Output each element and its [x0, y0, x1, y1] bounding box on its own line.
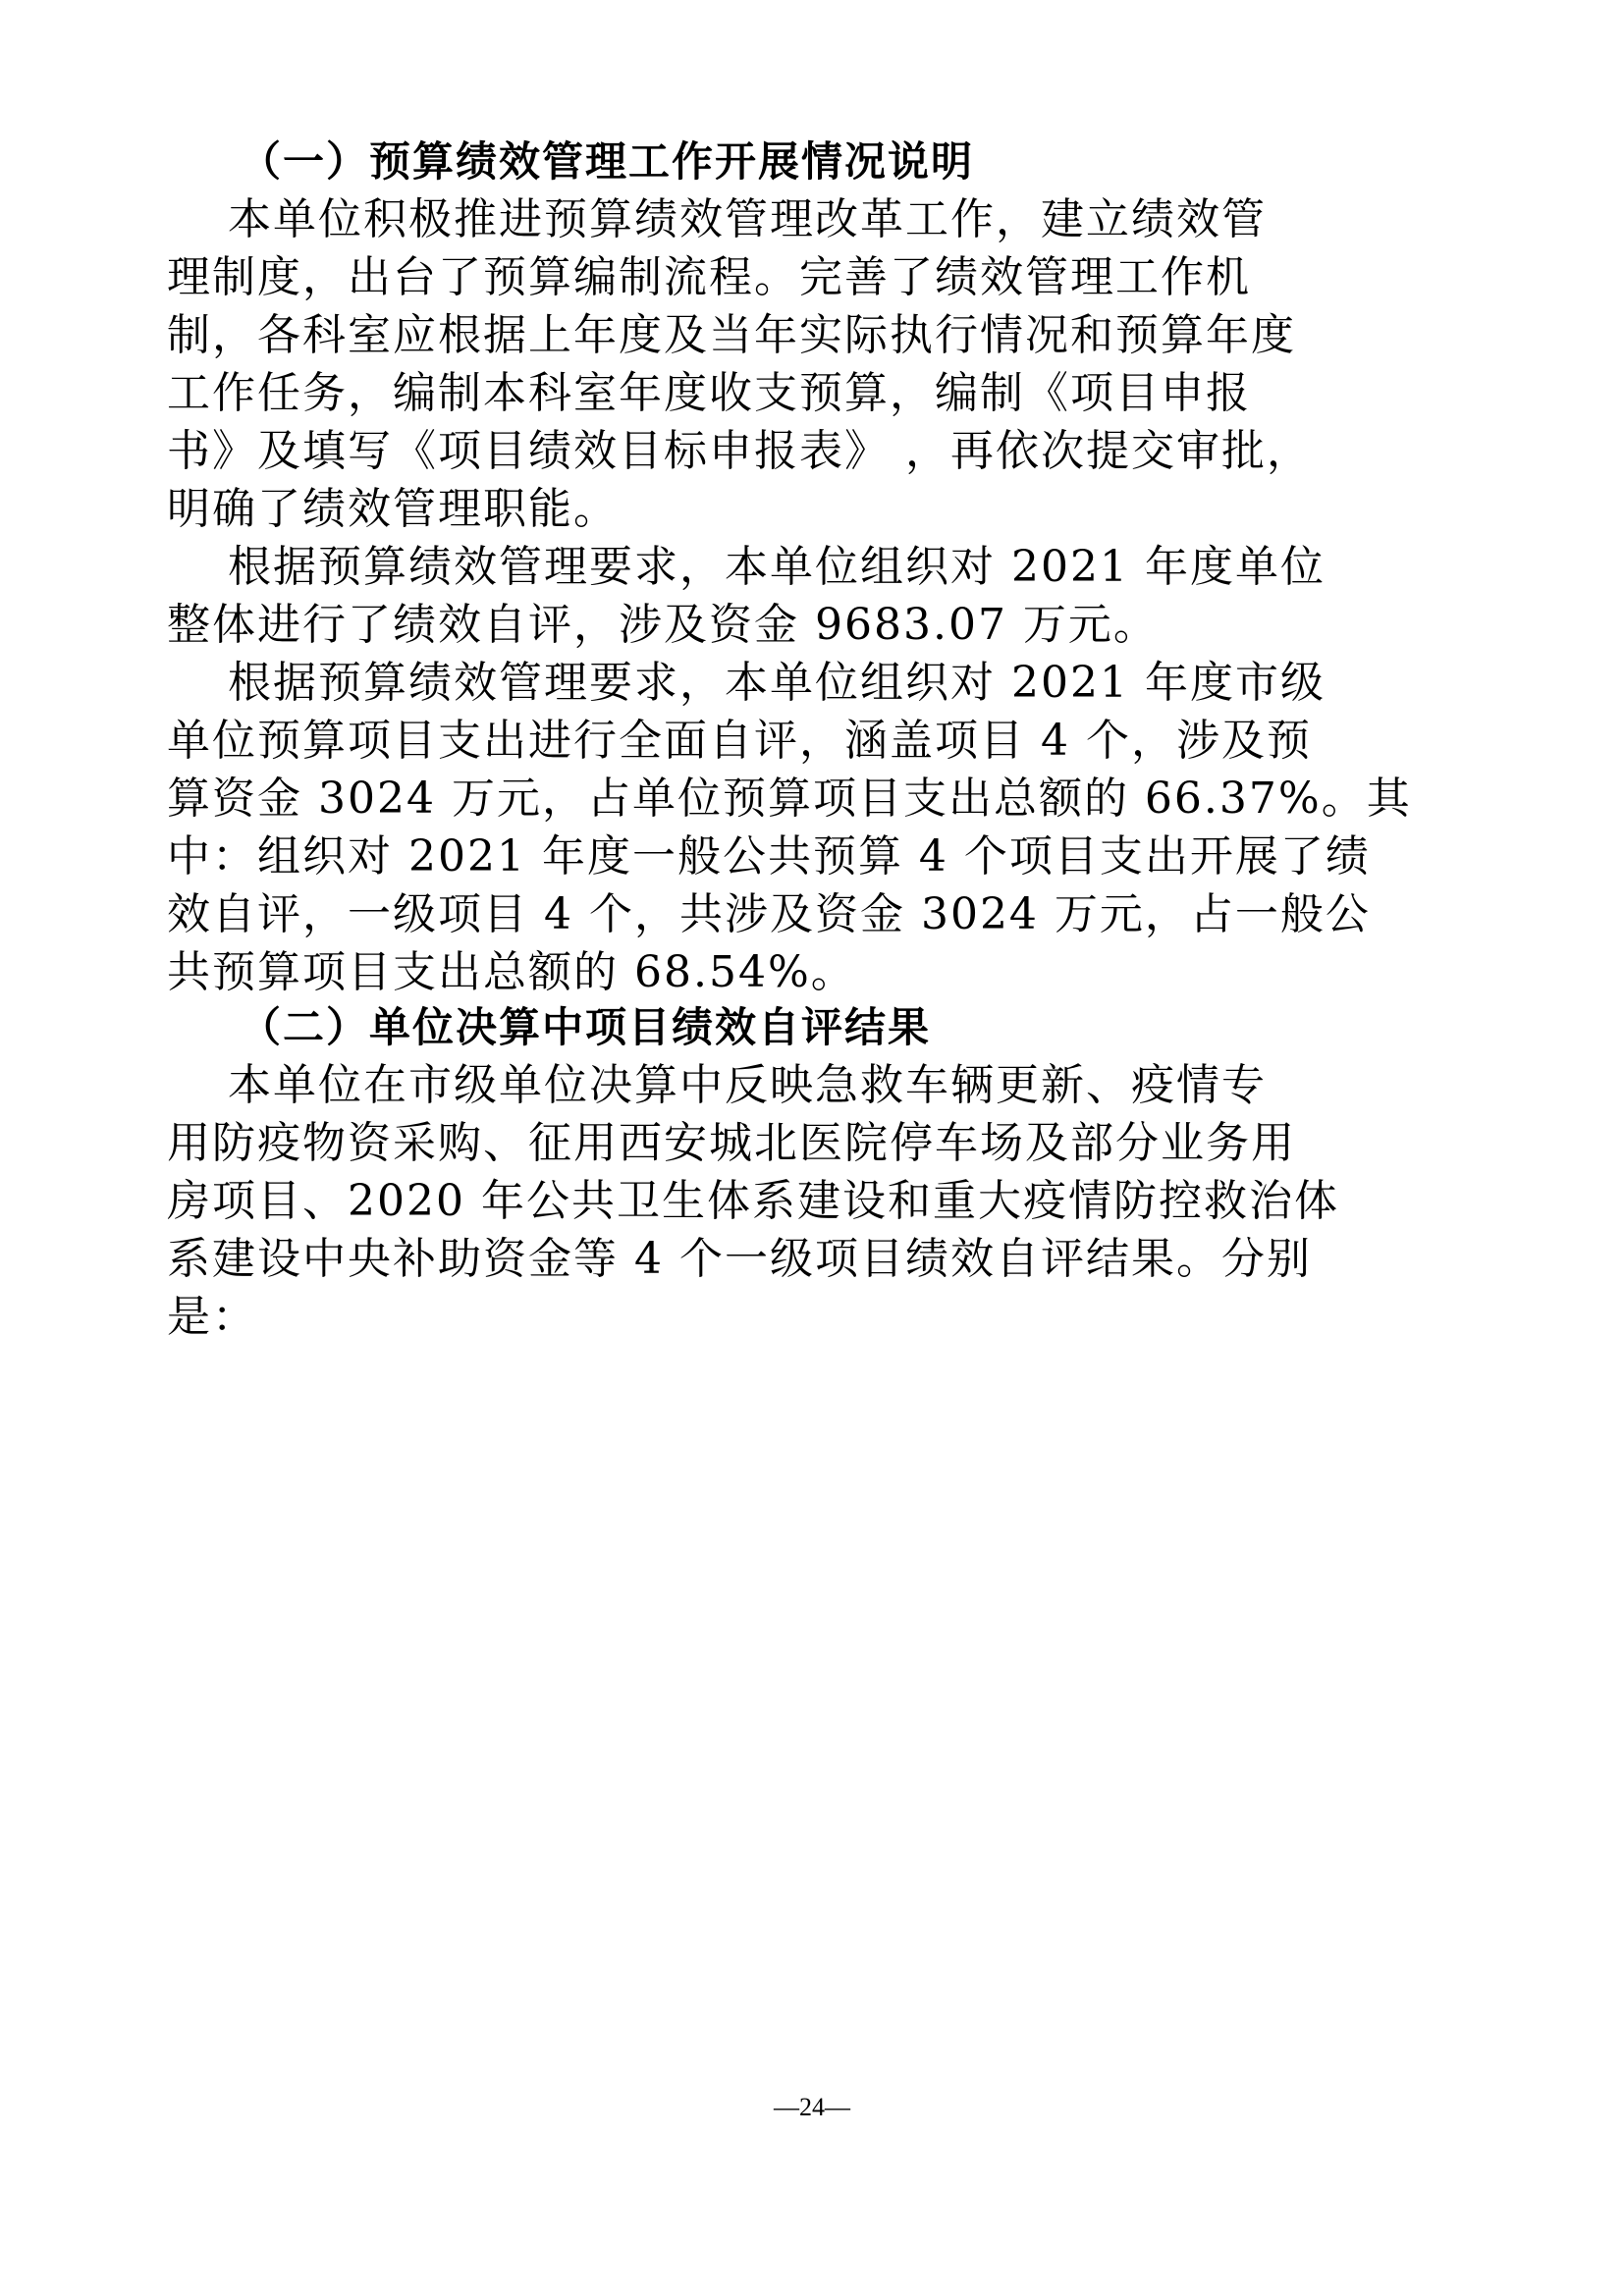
paragraph-line: 是：	[167, 1292, 257, 1342]
paragraph-line: 效自评，一级项目 4 个，共涉及资金 3024 万元，占一般公	[167, 889, 1371, 939]
paragraph-line: 书》及填写《项目绩效目标申报表》 ，再依次提交审批，	[167, 426, 1312, 476]
paragraph-line: 整体进行了绩效自评，涉及资金 9683.07 万元。	[167, 600, 1159, 650]
paragraph-line: 本单位在市级单位决算中反映急救车辆更新、疫情专	[228, 1060, 1267, 1110]
paragraph-line: 根据预算绩效管理要求，本单位组织对 2021 年度单位	[228, 542, 1326, 592]
paragraph-line: 工作任务，编制本科室年度收支预算，编制《项目申报	[167, 368, 1251, 418]
paragraph-line: 制，各科室应根据上年度及当年实际执行情况和预算年度	[167, 310, 1296, 360]
paragraph-line: 用防疫物资采购、征用西安城北医院停车场及部分业务用	[167, 1118, 1296, 1168]
page-number: —24—	[774, 2093, 850, 2121]
paragraph-line: 本单位积极推进预算绩效管理改革工作，建立绩效管	[228, 194, 1267, 244]
paragraph-line: 共预算项目支出总额的 68.54%。	[167, 947, 856, 997]
paragraph-line: 房项目、2020 年公共卫生体系建设和重大疫情防控救治体	[167, 1176, 1339, 1226]
paragraph-line: 明确了绩效管理职能。	[167, 484, 619, 534]
paragraph-line: 根据预算绩效管理要求，本单位组织对 2021 年度市级	[228, 658, 1326, 708]
paragraph-line: 中：组织对 2021 年度一般公共预算 4 个项目支出开展了绩	[167, 831, 1371, 881]
paragraph-line: 系建设中央补助资金等 4 个一级项目绩效自评结果。分别	[167, 1234, 1312, 1284]
paragraph-line: 单位预算项目支出进行全面自评，涵盖项目 4 个，涉及预	[167, 716, 1312, 766]
section-1-heading: （一）预算绩效管理工作开展情况说明	[240, 137, 975, 186]
paragraph-line: 算资金 3024 万元，占单位预算项目支出总额的 66.37%。其	[167, 774, 1412, 824]
paragraph-line: 理制度，出台了预算编制流程。完善了绩效管理工作机	[167, 252, 1251, 302]
section-2-heading: （二）单位决算中项目绩效自评结果	[240, 1003, 932, 1051]
